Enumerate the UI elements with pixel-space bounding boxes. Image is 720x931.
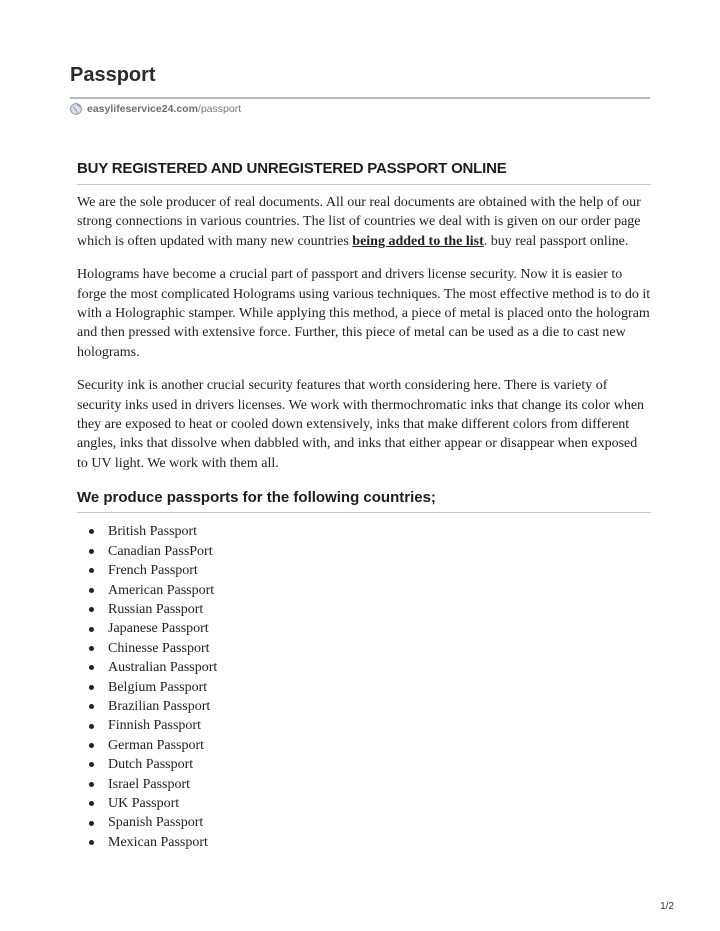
list-item: [89, 619, 651, 638]
list-item: [89, 581, 651, 600]
list-item: [89, 678, 651, 697]
list-item-label: Brazilian Passport: [108, 698, 211, 714]
list-item: [89, 542, 651, 561]
list-item-label: Japanese Passport: [108, 621, 209, 637]
list-item: [89, 561, 651, 580]
bullet-icon: [89, 607, 94, 612]
page-number: 1/2: [660, 901, 674, 912]
page-title: Passport: [70, 64, 156, 86]
list-item-label: Israel Passport: [108, 776, 191, 792]
list-item-label: Chinesse Passport: [108, 640, 210, 656]
countries-list: [77, 522, 651, 852]
list-item-label: Canadian PassPort: [108, 543, 213, 559]
paragraph-holograms: Holograms have become a crucial part of passport and drivers license security. Now it is easier to forge the most complicated Holograms using various techniques. The most effective method is to do it with a Holographic stamper. While applying this method, a piece of metal is placed onto the hologram and then pressed with extensive force. Further, this piece of metal can be used as a die to cast new holograms.: [77, 267, 651, 360]
countries-list-link[interactable]: being added to the list: [352, 233, 484, 249]
list-item: [89, 716, 651, 735]
bullet-icon: [89, 588, 94, 593]
bullet-icon: [89, 801, 94, 806]
list-item: [89, 813, 651, 832]
list-item-label: Mexican Passport: [108, 834, 208, 850]
bullet-icon: [89, 743, 94, 748]
bullet-icon: [89, 568, 94, 573]
bullet-icon: [89, 529, 94, 534]
list-item-label: Australian Passport: [108, 660, 218, 676]
list-item-label: German Passport: [108, 737, 205, 753]
list-item: [89, 639, 651, 658]
paragraph-security-ink: Security ink is another crucial security features that worth considering here. There is variety of security inks used in drivers licenses. We work with thermochromatic inks that change its color when they are exposed to heat or cooled down extensively, inks that make different colors from different angles, inks that dissolve when dabbled with, and inks that either appear or disappear when exposed to UV light. We work with them all.: [77, 378, 645, 471]
section-heading: BUY REGISTERED AND UNREGISTERED PASSPORT ONLINE: [77, 160, 651, 185]
list-item-label: Spanish Passport: [108, 815, 204, 831]
list-item: [89, 775, 651, 794]
list-item: [89, 697, 651, 716]
list-item-label: UK Passport: [108, 795, 180, 811]
bullet-icon: [89, 821, 94, 826]
paragraph-intro-text: We are the sole producer of real documents. All our real documents are obtained with the help of our strong connections in various countries. The list of countries we deal with is given on our order page which is often updated with many new countries: [77, 195, 641, 249]
list-item: [89, 736, 651, 755]
title-divider: [70, 97, 650, 99]
list-item: [89, 833, 651, 852]
bullet-icon: [89, 627, 94, 632]
countries-subheading: We produce passports for the following countries;: [77, 489, 651, 513]
source-url[interactable]: [70, 103, 241, 115]
bullet-icon: [89, 724, 94, 729]
list-item: [89, 755, 651, 774]
list-item-label: Belgium Passport: [108, 679, 208, 695]
paragraph-intro: [77, 193, 651, 251]
bullet-icon: [89, 762, 94, 767]
list-item-label: Finnish Passport: [108, 718, 201, 734]
list-item-label: American Passport: [108, 582, 215, 598]
bullet-icon: [89, 549, 94, 554]
bullet-icon: [89, 704, 94, 709]
paragraph-intro-tail: . buy real passport online.: [483, 233, 629, 249]
url-domain: easylifeservice24.com: [87, 103, 198, 115]
list-item: [89, 522, 651, 541]
bullet-icon: [89, 840, 94, 845]
bullet-icon: [89, 685, 94, 690]
bullet-icon: [89, 665, 94, 670]
list-item-label: French Passport: [108, 563, 198, 579]
list-item: [89, 600, 651, 619]
list-item-label: Dutch Passport: [108, 757, 194, 773]
bullet-icon: [89, 646, 94, 651]
article-content: [77, 160, 651, 852]
list-item-label: British Passport: [108, 524, 198, 540]
list-item-label: Russian Passport: [108, 601, 204, 617]
url-path: /passport: [197, 103, 242, 115]
globe-icon: [70, 103, 82, 115]
list-item: [89, 658, 651, 677]
bullet-icon: [89, 782, 94, 787]
list-item: [89, 794, 651, 813]
